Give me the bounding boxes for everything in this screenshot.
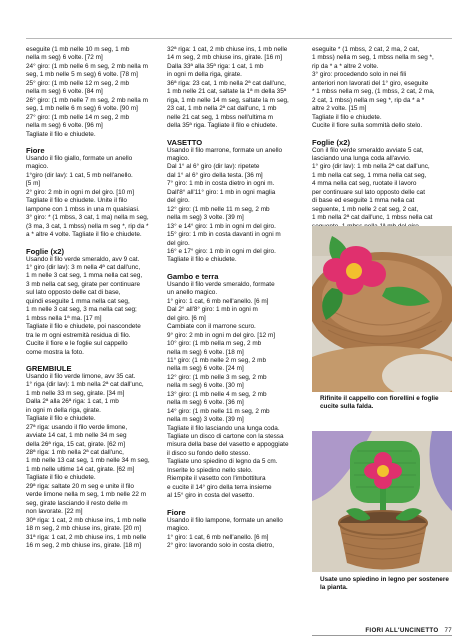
text-line: 24° giro: (1 mb nelle 6 m seg, 2 mb nella m xyxy=(26,62,148,70)
text-line: 29ª riga: saltate 20 m seg e unite il filo xyxy=(26,482,134,490)
vasetto-instructions xyxy=(167,147,307,265)
testa-continued-text xyxy=(26,46,162,139)
text-line: sul lato opposto delle cat di base, xyxy=(26,289,121,297)
text-line: un anello magico. xyxy=(167,289,218,297)
text-line: del giro. xyxy=(167,197,190,205)
text-line: 3 mb nella cat seg, girate per continuare xyxy=(26,280,141,288)
text-line: seguente, 1 mb nelle 2 cat seg, 2 cat, xyxy=(312,205,419,213)
text-line: nella m seg) 6 volte. [72 m] xyxy=(26,54,103,62)
text-line: magico. xyxy=(26,163,49,171)
text-line: a * altre 4 volte. Tagliate il filo e chiudete. xyxy=(26,231,142,239)
text-line: 30ª riga: 1 cat, 2 mb chiuse ins, 1 mb nelle xyxy=(26,516,147,524)
text-line: magico. xyxy=(167,525,190,533)
text-line: Tagliate il filo e chiudete. xyxy=(26,415,96,423)
text-line: 7° giro: 1 mb in costa dietro in ogni m. xyxy=(167,180,275,188)
text-line: Tagliate il filo e chiudete, poi nascondete xyxy=(26,323,141,331)
text-line: Cucite il fiore e le foglie sul cappello xyxy=(26,340,128,348)
text-line: 1 mb nelle 33 m seg, girate. [34 m] xyxy=(26,389,125,397)
foglie-heading: Foglie (x2) xyxy=(26,246,64,256)
text-line: 10° giro: (1 mb nella m seg, 2 mb xyxy=(167,340,262,348)
text-line: avviate 14 cat, 1 mb nelle 34 m seg xyxy=(26,432,127,440)
text-line: 12° giro: (1 mb nelle 11 m seg, 2 mb xyxy=(167,205,270,213)
text-line: Usando il filo marrone, formate un anello xyxy=(167,146,283,154)
fiore-instructions xyxy=(26,155,162,240)
text-line: eseguite * (1 mbss, 2 cat, 2 ma, 2 cat, xyxy=(312,46,420,53)
text-line: 15° giro: 1 mb in costa davanti in ogni m xyxy=(167,231,281,239)
text-line: 1° riga (dir lav): 1 mb nella 2ª cat dall'unc, xyxy=(26,381,144,389)
text-line: (3 ma, 3 cat, 1 mbss) nella m seg *, rip da * xyxy=(26,222,149,230)
text-line: 16° e 17° giro: 1 mb in ogni m del giro. xyxy=(167,247,276,255)
text-line: 2° giro: 2 mb in ogni m del giro. [10 m] xyxy=(26,188,135,196)
text-line: 2 cat, 1 mbss) nella m seg *, rip da * a * xyxy=(312,96,425,104)
text-line: lampone con 1 mbss in una m qualsiasi. xyxy=(26,205,140,213)
grembiule-heading: GREMBIULE xyxy=(26,363,72,373)
text-line: in ogni m della riga, girate. xyxy=(26,406,101,414)
text-line: 1 mb nella cat seg, 1 mma nella cat seg, xyxy=(312,171,427,179)
text-line: al 15° giro in costa del vasetto. xyxy=(167,492,255,500)
text-line: Usando il filo lampone, formate un anello xyxy=(167,516,283,524)
text-line: 3° giro: * (1 mbss, 3 cat, 1 ma) nella m seg, xyxy=(26,214,149,222)
foglie-vaso-heading: Foglie (x2) xyxy=(312,137,350,147)
text-line: magico. xyxy=(167,154,190,162)
photo-potted-plant xyxy=(312,431,452,572)
text-line: 1° giro (dir lav): 1 mb nella 2ª cat dall'unc, xyxy=(312,163,430,171)
text-line: seg, girate lasciando il resto delle m xyxy=(26,499,128,507)
text-line: 13° e 14° giro: 1 mb in ogni m del giro. xyxy=(167,222,276,230)
page-footer xyxy=(365,627,452,634)
column-1 xyxy=(26,46,162,550)
text-line: Tagliate un disco di cartone con la stessa xyxy=(167,433,284,441)
text-line: Usando il filo verde smeraldo, avv 9 cat. xyxy=(26,255,140,263)
text-line: quindi eseguite 1 mma nella cat seg, xyxy=(26,297,130,305)
photo2-caption xyxy=(320,576,452,592)
fiore-vaso-heading: Fiore xyxy=(167,507,186,517)
text-line: verde limone nella m seg, 1 mb nelle 22 m xyxy=(26,491,147,499)
text-line: 27° giro: (1 mb nelle 14 m seg, 2 mb xyxy=(26,113,130,121)
column-2 xyxy=(167,46,307,550)
text-line: Tagliate il filo e chiudete. xyxy=(167,256,237,264)
text-line: 1° giro: 1 cat, 6 mb nell'anello. [6 m] xyxy=(167,533,269,541)
text-line: seg, 1 mb nelle 5 m seg) 6 volte. [78 m] xyxy=(26,71,138,79)
text-line: Tagliate il filo e chiudete. xyxy=(26,474,96,482)
text-line: nella m seg) 6 volte. [18 m] xyxy=(167,348,244,356)
text-line: eseguite (1 mb nelle 10 m seg, 1 mb xyxy=(26,46,130,53)
photo1-caption xyxy=(320,395,452,411)
text-line: anteriori non lavorati del 1° giro, eseguite xyxy=(312,79,429,87)
text-line: Tagliate il filo e chiudete. xyxy=(312,113,382,121)
text-line: nella m seg) 3 volte. [39 m] xyxy=(167,214,244,222)
text-line: nella m seg) 6 volte. [84 m] xyxy=(26,88,103,96)
vasetto-heading: VASETTO xyxy=(167,137,203,147)
text-line: Tagliate il filo e chiudete. xyxy=(26,130,96,138)
text-line: nella m seg) 6 volte. [96 m] xyxy=(26,122,103,130)
gambo-instructions xyxy=(167,281,307,501)
text-line: della 26ª riga, 15 cat, girate. [62 m] xyxy=(26,440,125,448)
text-line: Dall'8° all'11° giro: 1 mb in ogni maglia xyxy=(167,188,276,196)
fiore-continued-text xyxy=(312,46,452,131)
potted-plant-illustration xyxy=(312,431,452,572)
grembiule-continued-text xyxy=(167,46,307,131)
text-line: Dal 1° al 6° giro (dir lav): ripetete xyxy=(167,163,260,171)
text-line: 4 mma nella cat seg, ruotate il lavoro xyxy=(312,180,417,188)
text-line: 31ª riga: 1 cat, 2 mb chiuse ins, 1 mb nelle xyxy=(26,533,147,541)
text-line: nella m seg) 3 volte. [39 m] xyxy=(167,416,244,424)
text-line: Usando il filo verde limone, avv 35 cat. xyxy=(26,372,136,380)
text-line: per continuare sul lato opposto delle cat xyxy=(312,188,425,196)
text-line: Tagliate il filo e chiudete. Unite il filo xyxy=(26,197,127,205)
text-line: 23 cat, 1 mb nella 2ª cat dall'unc, 1 mb xyxy=(167,105,277,113)
text-line: tra le m ogni estremità residua di filo. xyxy=(26,331,131,339)
text-line: 1 mb nelle ultime 14 cat, girate. [62 m] xyxy=(26,465,135,473)
text-line: non lavorate. [22 m] xyxy=(26,508,83,516)
text-line: del giro. xyxy=(167,239,190,247)
text-line: 18 m seg, 2 mb chiuse ins, girate. [20 m] xyxy=(26,525,142,533)
hat-flower-illustration xyxy=(312,226,452,392)
text-line: * 1 mbss nella m seg, (1 mbss, 2 cat, 2 ma, xyxy=(312,88,435,96)
text-line: riga, 1 mb nelle 14 m seg, saltate la m seg, xyxy=(167,96,289,104)
text-line: 3° giro: procedendo solo in nei fili xyxy=(312,71,407,79)
foglie-instructions xyxy=(26,256,162,357)
text-line: seg, 1 mb nelle 6 m seg) 6 volte. [90 m] xyxy=(26,105,138,113)
text-line: dal 1° al 6° giro della testa. [36 m] xyxy=(167,171,263,179)
text-line: 12° giro: (1 mb nelle 3 m seg, 2 mb xyxy=(167,373,267,381)
text-line: 11° giro: (1 mb nelle 2 m seg, 2 mb xyxy=(167,356,267,364)
page-number: 77 xyxy=(444,627,452,634)
text-line: 1 mbss) nella m seg, 1 mbss nella m seg *, xyxy=(312,54,434,62)
text-line: del giro. [6 m] xyxy=(167,314,206,322)
text-line: 16 m seg, 2 mb chiuse ins, girate. [18 m] xyxy=(26,542,142,550)
text-line: Dalla 33ª alla 35ª riga: 1 cat, 1 mb xyxy=(167,62,264,70)
caption-line: la pianta. xyxy=(320,584,348,591)
text-line: il disco su fondo dello stesso. xyxy=(167,449,251,457)
text-line: in ogni m della riga, girate. xyxy=(167,71,242,79)
footer-rule xyxy=(312,635,452,636)
text-line: 14 m seg, 2 mb chiuse ins, girate. [16 m] xyxy=(167,54,283,62)
text-line: 9° giro: 2 mb in ogni m del giro. [12 m] xyxy=(167,331,276,339)
text-line: Con il filo verde smeraldo avviate 5 cat, xyxy=(312,146,424,154)
top-rule xyxy=(26,38,452,39)
text-line: nella m seg) 6 volte. [36 m] xyxy=(167,399,244,407)
text-line: come mostra la foto. xyxy=(26,348,84,356)
text-line: misura della base del vasetto e appoggiate xyxy=(167,441,289,449)
caption-line: cucite sulla falda. xyxy=(320,403,374,410)
text-line: nella m seg) 6 volte. [30 m] xyxy=(167,382,244,390)
caption-line: Rifinite il cappello con fiorellini e foglie xyxy=(320,395,439,402)
text-line: [5 m] xyxy=(26,180,41,188)
text-line: 2° giro: lavorando solo in costa dietro, xyxy=(167,542,274,550)
text-line: 26° giro: (1 mb nelle 7 m seg, 2 mb nella m xyxy=(26,96,148,104)
text-line: 14° giro: (1 mb nelle 11 m seg, 2 mb xyxy=(167,407,270,415)
text-line: lasciando una lunga coda all'avvio. xyxy=(312,154,411,162)
text-line: altre 2 volte. [15 m] xyxy=(312,105,367,113)
gambo-heading: Gambo e terra xyxy=(167,271,219,281)
magazine-title: FIORI ALL'UNCINETTO xyxy=(365,627,439,634)
text-line: 1 m nelle 3 cat seg, 3 ma nella cat seg; xyxy=(26,306,137,314)
text-line: Cucite il fiore sulla sommità dello stelo. xyxy=(312,122,423,130)
text-line: 1°giro (dir lav): 1 cat, 5 mb nell'anello. xyxy=(26,171,133,179)
text-line: Tagliate uno spiedino di legno da 5 cm. xyxy=(167,458,278,466)
text-line: della 35ª riga. Tagliate il filo e chiudete. xyxy=(167,122,278,130)
text-line: 28ª riga: 1 mb nella 2ª cat dall'unc, xyxy=(26,449,124,457)
text-line: Dal 2° all'8° giro: 1 mb in ogni m xyxy=(167,306,258,314)
text-line: nelle 21 cat seg, 1 mbss nell'ultima m xyxy=(167,113,274,121)
text-line: Usando il filo giallo, formate un anello xyxy=(26,154,133,162)
text-line: 27ª riga: usando il filo verde limone, xyxy=(26,423,128,431)
text-line: di base ed eseguite 1 mma nella cat xyxy=(312,197,415,205)
text-line: 1 mbss nella 1ª ma. [17 m] xyxy=(26,314,102,322)
text-line: Inserite lo spiedino nello stelo. xyxy=(167,466,253,474)
grembiule-instructions xyxy=(26,373,162,551)
text-line: Dalla 2ª alla 26ª riga: 1 cat, 1 mb xyxy=(26,398,119,406)
text-line: 1° giro: 1 cat, 6 mb nell'anello. [6 m] xyxy=(167,297,269,305)
text-line: 36ª riga: 23 cat, 1 mb nella 2ª cat dall'unc, xyxy=(167,79,286,87)
text-line: rip da * a * altre 2 volte. xyxy=(312,62,379,70)
text-line: 13° giro: (1 mb nelle 4 m seg, 2 mb xyxy=(167,390,267,398)
text-line: Tagliate il filo lasciando una lunga coda. xyxy=(167,424,280,432)
text-line: nella m seg) 6 volte. [24 m] xyxy=(167,365,244,373)
text-line: 1 mb nelle 13 cat seg, 1 mb nelle 34 m seg, xyxy=(26,457,150,465)
fiore-heading: Fiore xyxy=(26,145,45,155)
text-line: 1 mb nella 2ª cat dall'unc, 1 mbss nella cat xyxy=(312,214,433,222)
text-line: 1 mb nelle 21 cat, saltate la 1ª m della 35ª xyxy=(167,88,287,96)
photo-hat-flower xyxy=(312,226,452,392)
text-line: 1° giro (dir lav): 3 m nella 4ª cat dall'unc, xyxy=(26,263,141,271)
text-line: Cambiate con il marrone scuro. xyxy=(167,323,256,331)
caption-line: Usate uno spiedino in legno per sostenere xyxy=(320,576,449,583)
text-line: Usando il filo verde smeraldo, formate xyxy=(167,280,275,288)
fiore-vaso-instructions xyxy=(167,517,307,551)
text-line: Riempite il vasetto con l'imbottitura xyxy=(167,475,266,483)
text-line: 32ª riga: 1 cat, 2 mb chiuse ins, 1 mb nelle xyxy=(167,46,288,53)
text-line: e cucite il 14° giro della terra insieme xyxy=(167,483,272,491)
text-line: 25° giro: (1 mb nelle 12 m seg, 2 mb xyxy=(26,79,130,87)
text-line: 1 m nelle 3 cat seg, 1 mma nella cat seg, xyxy=(26,272,143,280)
